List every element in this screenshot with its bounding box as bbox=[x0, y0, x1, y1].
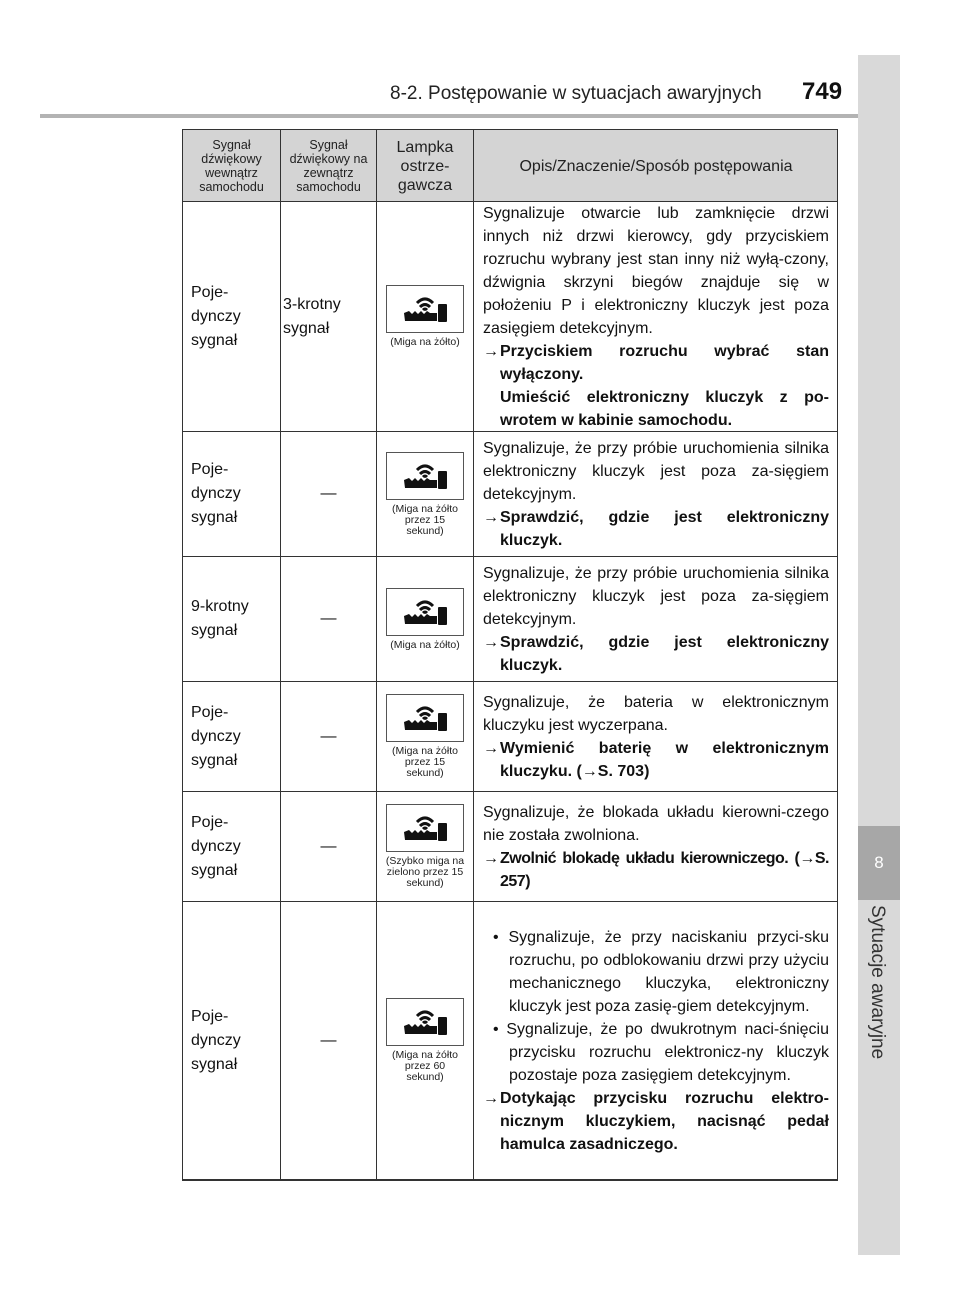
table-row bbox=[183, 557, 837, 682]
section-title: 8-2. Postępowanie w sytuacjach awaryjnych bbox=[390, 83, 762, 104]
description-text: Sygnalizuje, że przy próbie uruchomienia silnika elektroniczny kluczyk jest poza za-sięgiem detekcyjnym. bbox=[483, 564, 829, 628]
outside-buzzer-cell: — bbox=[320, 727, 337, 745]
header-inside-buzzer: Sygnał dźwiękowy wewnątrz samochodu bbox=[199, 138, 264, 194]
action-text: →Sprawdzić, gdzie jest elektroniczny kluczyk. bbox=[483, 506, 829, 552]
description-cell bbox=[483, 792, 829, 901]
smart-key-warning-icon bbox=[386, 285, 464, 333]
header-divider bbox=[40, 114, 858, 118]
action-text: →Sprawdzić, gdzie jest elektroniczny kluczyk. bbox=[483, 631, 829, 677]
table-row bbox=[183, 792, 837, 902]
warning-light-caption: (Miga na żółto przez 15 sekund) bbox=[392, 502, 458, 537]
chapter-number-tab: 8 bbox=[858, 826, 900, 900]
arrow-icon: → bbox=[483, 1089, 499, 1107]
description-cell bbox=[483, 432, 829, 556]
column-divider bbox=[280, 130, 281, 1180]
outside-buzzer-cell: — bbox=[320, 485, 337, 502]
warning-light-cell bbox=[377, 682, 473, 791]
action-text: →Zwolnić blokadę układu kierowniczego. (→S. 257) bbox=[483, 847, 829, 893]
header-outside-buzzer: Sygnał dźwiękowy na zewnątrz samochodu bbox=[289, 138, 368, 194]
action-text: →Wymienić baterię w elektronicznym kluczyku. (→S. 703) bbox=[483, 737, 829, 783]
outside-buzzer-cell: — bbox=[320, 610, 337, 627]
column-divider bbox=[473, 130, 474, 1180]
action-extra-text: Umieścić elektroniczny kluczyk z po-wrotem w kabinie samochodu. bbox=[500, 388, 829, 429]
inside-buzzer-cell: Poje-dynczy sygnał bbox=[191, 283, 241, 349]
outside-buzzer-cell: — bbox=[320, 837, 337, 855]
description-cell bbox=[483, 557, 829, 681]
arrow-icon: → bbox=[483, 508, 499, 526]
description-bullet: • Sygnalizuje, że po dwukrotnym naci-śnięciu przycisku rozruchu elektronicz-ny kluczyk pozostaje poza zasięgiem detekcyjnym. bbox=[493, 1020, 830, 1084]
header-description: Opis/Znaczenie/Sposób postępowania bbox=[519, 157, 793, 175]
smart-key-warning-icon bbox=[386, 998, 464, 1046]
header-warning-light: Lampka ostrze-gawcza bbox=[396, 138, 454, 194]
action-text: →Dotykając przycisku rozruchu elektro-nicznym kluczykiem, nacisnąć pedał hamulca zasadniczego. bbox=[483, 1087, 829, 1156]
description-cell bbox=[483, 902, 829, 1179]
smart-key-warning-icon bbox=[386, 804, 464, 852]
smart-key-warning-icon bbox=[386, 694, 464, 742]
description-text: Sygnalizuje otwarcie lub zamknięcie drzwi innych niż drzwi kierowcy, gdy przyciskiem rozruchu wybrany jest stan inny niż wyłą-czony, dźwignia skrzyni biegów znajduje się w położeniu P i elektroniczny kluczyk jest poza zasięgiem detekcyjnym. bbox=[483, 204, 829, 337]
outside-buzzer-cell: — bbox=[320, 1031, 337, 1049]
smart-key-warning-icon bbox=[386, 452, 464, 500]
warning-light-caption: (Miga na żółto) bbox=[390, 336, 460, 348]
description-cell bbox=[483, 682, 829, 791]
action-text: →Przyciskiem rozruchu wybrać stan wyłączony. bbox=[483, 340, 829, 386]
inside-buzzer-cell: 9-krotny sygnał bbox=[191, 598, 249, 639]
description-text: Sygnalizuje, że blokada układu kierowni-czego nie została zwolniona. bbox=[483, 803, 829, 844]
inside-buzzer-cell: Poje-dynczy sygnał bbox=[191, 1007, 241, 1073]
arrow-icon: → bbox=[483, 342, 499, 360]
table-header-row bbox=[183, 130, 837, 202]
inside-buzzer-cell: Poje-dynczy sygnał bbox=[191, 703, 241, 769]
warning-light-caption: (Miga na żółto) bbox=[390, 638, 460, 651]
description-text: Sygnalizuje, że przy próbie uruchomienia silnika elektroniczny kluczyk jest poza za-sięgiem detekcyjnym. bbox=[483, 439, 829, 503]
chapter-side-strip bbox=[858, 55, 900, 1255]
warning-light-cell bbox=[377, 432, 473, 556]
description-cell bbox=[483, 202, 829, 431]
arrow-icon: → bbox=[483, 849, 499, 867]
warning-light-caption: (Szybko miga na zielono przez 15 sekund) bbox=[385, 855, 465, 889]
warning-light-caption: (Miga na żółto przez 60 sekund) bbox=[392, 1049, 458, 1083]
chapter-label: Sytuacje awaryjne bbox=[867, 905, 888, 1060]
warning-light-cell bbox=[377, 557, 473, 681]
table-row bbox=[183, 902, 837, 1180]
warning-light-caption: (Miga na żółto przez 15 sekund) bbox=[392, 745, 458, 779]
arrow-icon: → bbox=[483, 739, 499, 757]
column-divider bbox=[376, 130, 377, 1180]
warning-light-cell bbox=[377, 902, 473, 1179]
description-text: Sygnalizuje, że bateria w elektronicznym kluczyku jest wyczerpana. bbox=[483, 693, 829, 734]
warning-light-cell bbox=[377, 792, 473, 901]
description-bullet: • Sygnalizuje, że przy naciskaniu przyci-sku rozruchu, po odblokowaniu drzwi przy użyciu mechanicznego kluczyka, elektroniczny kluczyk jest poza zasię-giem detekcyjnym. bbox=[493, 928, 829, 1015]
table-row bbox=[183, 432, 837, 557]
page-number: 749 bbox=[802, 78, 843, 105]
inside-buzzer-cell: Poje-dynczy sygnał bbox=[191, 461, 241, 526]
inside-buzzer-cell: Poje-dynczy sygnał bbox=[191, 813, 241, 879]
warning-buzzer-table bbox=[182, 129, 838, 1181]
table-row bbox=[183, 202, 837, 432]
outside-buzzer-cell: 3-krotny sygnał bbox=[283, 295, 341, 337]
smart-key-warning-icon bbox=[386, 588, 464, 636]
table-row bbox=[183, 682, 837, 792]
warning-light-cell bbox=[377, 202, 473, 431]
arrow-icon: → bbox=[483, 633, 499, 651]
